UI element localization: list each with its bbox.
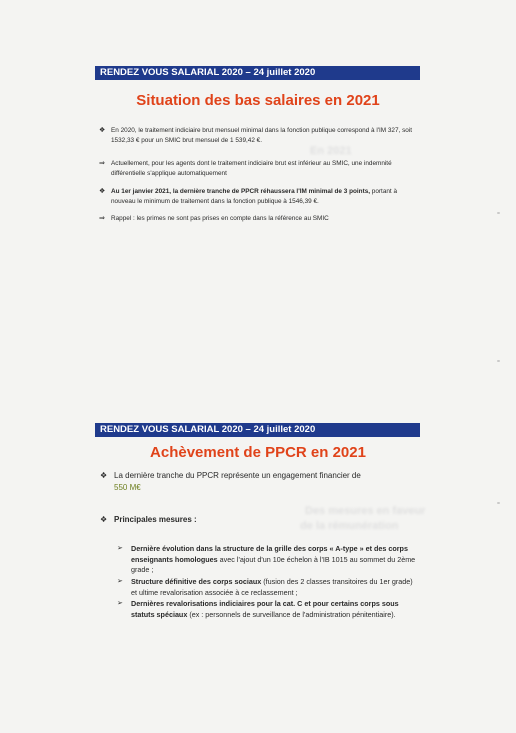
measure-text: (ex : personnels de surveillance de l'administration pénitentiaire).	[187, 609, 396, 619]
diamond-bullet-icon: ❖	[100, 471, 108, 480]
item-bold-text: Au 1er janvier 2021, la dernière tranche de PPCR réhaussera l'IM minimal de 3 points,	[111, 188, 371, 195]
arrow-bullet-icon: ⇒	[99, 215, 105, 222]
item-text: Rappel : les primes ne sont pas prises en compte dans la référence au SMIC	[111, 215, 329, 222]
intro-amount: 550 M€	[114, 483, 141, 492]
slide-1-title: Situation des bas salaires en 2021	[136, 92, 380, 109]
measure-item	[117, 577, 418, 598]
slide-1-item	[99, 214, 413, 224]
slide-1-banner	[95, 66, 420, 80]
arrowhead-bullet-icon: ➢	[117, 545, 123, 552]
item-text: portant à nouveau le minimum de traitement dans la fonction publique à 1546,39 €.	[111, 188, 398, 205]
page-speck	[497, 212, 500, 214]
slide-2-title: Achèvement de PPCR en 2021	[150, 444, 366, 461]
measures-heading-text: Principales mesures :	[114, 515, 197, 524]
banner-text: RENDEZ VOUS SALARIAL 2020 – 24 juillet 2020	[100, 67, 316, 78]
bleed-through-text: En 2021	[310, 145, 352, 157]
slide-2-intro	[100, 470, 418, 494]
slide-1-item	[99, 187, 413, 207]
measure-text: (fusion des 2 classes transitoires du 1er grade) et ultime revalorisation associée à ce reclassement ;	[131, 577, 413, 597]
measure-item	[117, 544, 418, 576]
diamond-bullet-icon: ❖	[99, 188, 106, 195]
bleed-through-text: Des mesures en faveur	[305, 505, 426, 517]
diamond-bullet-icon: ❖	[99, 127, 106, 134]
measure-item	[117, 599, 418, 620]
banner-text: RENDEZ VOUS SALARIAL 2020 – 24 juillet 2020	[100, 424, 316, 435]
measure-bold-text: Dernière évolution dans la structure de la grille des corps « A-type » et des corps enseignants homologues	[131, 544, 408, 564]
slide-2-banner	[95, 423, 420, 437]
diamond-bullet-icon: ❖	[100, 515, 108, 524]
arrow-bullet-icon: ⇒	[99, 160, 105, 167]
item-text: Actuellement, pour les agents dont le traitement indiciaire brut est inférieur au SMIC, une indemnité différentielle s'applique automatiquement	[111, 160, 392, 177]
arrowhead-bullet-icon: ➢	[117, 600, 123, 607]
page-speck	[497, 502, 500, 504]
measure-bold-text: Dernières revalorisations indiciaires pour la cat. C et pour certains corps sous statuts spéciaux	[131, 599, 399, 619]
slide-1-item	[99, 126, 413, 146]
measure-text: avec l'ajout d'un 10e échelon à l'IB 1015 au sommet du 2ème grade ;	[131, 554, 416, 574]
slide-1-item	[99, 159, 413, 179]
measure-bold-text: Structure définitive des corps sociaux	[131, 577, 262, 586]
item-text: En 2020, le traitement indiciaire brut mensuel minimal dans la fonction publique correspond à l'IM 327, soit 1532,33 € pour un SMIC brut mensuel de 1 539,42 €.	[111, 127, 413, 144]
slide-2-measures-heading	[100, 514, 414, 526]
bleed-through-text: de la rémunération	[300, 520, 399, 532]
page-speck	[497, 360, 500, 362]
intro-text: La dernière tranche du PPCR représente un engagement financier de	[114, 471, 361, 480]
arrowhead-bullet-icon: ➢	[117, 578, 123, 585]
